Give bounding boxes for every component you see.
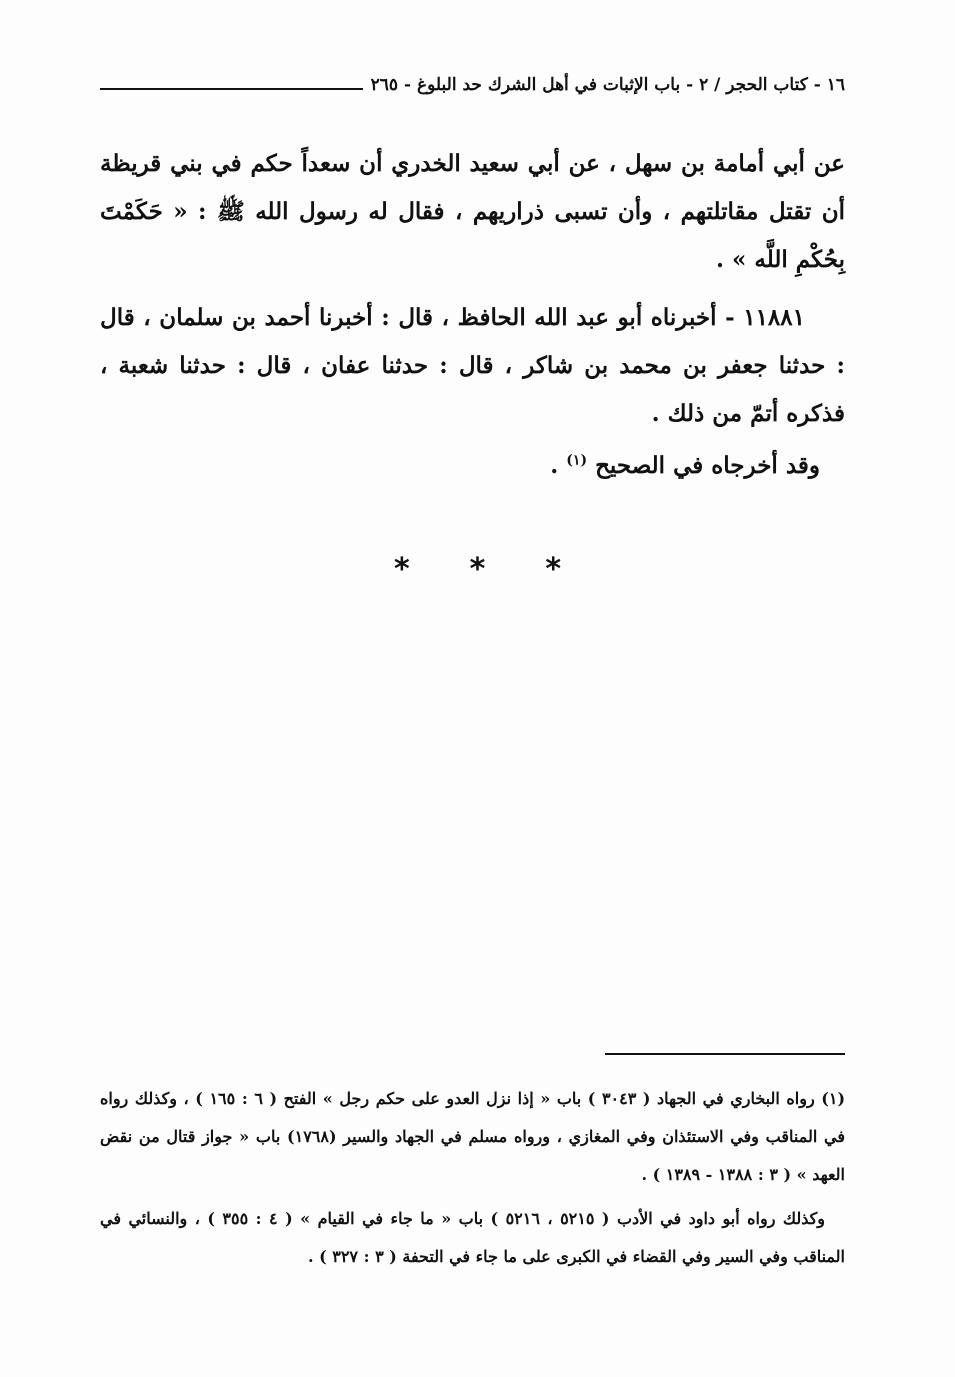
main-text [100, 140, 845, 490]
footnotes [100, 1080, 845, 1276]
header-rule [100, 88, 363, 90]
takhrij-text: وقد أخرجاه في الصحيح [595, 452, 820, 479]
section-separator [0, 552, 955, 587]
running-title: ١٦ - كتاب الحجر / ٢ - باب الإثبات في أهل الشرك حد البلوغ - ٢٦٥ [370, 75, 845, 95]
footnote-1: (١) رواه البخاري في الجهاد ( ٣٠٤٣ ) باب « إذا نزل العدو على حكم رجل » الفتح ( ٦ : ١٦٥ ) ، وكذلك رواه في المناقب وفي الاستئذان وفي المغازي ، ورواه مسلم في الجهاد والسير (١٧٦٨) باب « جواز قتال من نقض العهد » ( ٣ : ١٣٨٨ - ١٣٨٩ ) . [100, 1089, 846, 1184]
hadith-paragraph-1: عن أبي أمامة بن سهل ، عن أبي سعيد الخدري أن سعداً حكم في بني قريظة أن تقتل مقاتلتهم ، وأن تسبى ذراريهم ، فقال له رسول الله ﷺ : « حَكَمْتَ بِحُكْمِ اللَّه » . [100, 150, 845, 273]
footnote-1-continued: وكذلك رواه أبو داود في الأدب ( ٥٢١٥ ، ٥٢١٦ ) باب « ما جاء في القيام » ( ٤ : ٣٥٥ ) ، والنسائي في المناقب وفي السير وفي القضاء في الكبرى على ما جاء في التحفة ( ٣ : ٣٢٧ ) . [100, 1209, 845, 1266]
separator-star-1: * [393, 552, 410, 587]
separator-star-2: * [469, 552, 486, 587]
hadith-paragraph-11881: ١١٨٨١ - أخبرناه أبو عبد الله الحافظ ، قال : أخبرنا أحمد بن سلمان ، قال : حدثنا جعفر بن محمد بن شاكر ، قال : حدثنا عفان ، قال : حدثنا شعبة ، فذكره أتمّ من ذلك . [100, 304, 845, 427]
footnote-rule [605, 1053, 845, 1055]
running-header [100, 70, 845, 100]
takhrij-paragraph [100, 442, 845, 490]
takhrij-period: . [550, 452, 567, 479]
separator-star-3: * [545, 552, 562, 587]
footnote-reference[interactable]: (١) [566, 452, 588, 469]
